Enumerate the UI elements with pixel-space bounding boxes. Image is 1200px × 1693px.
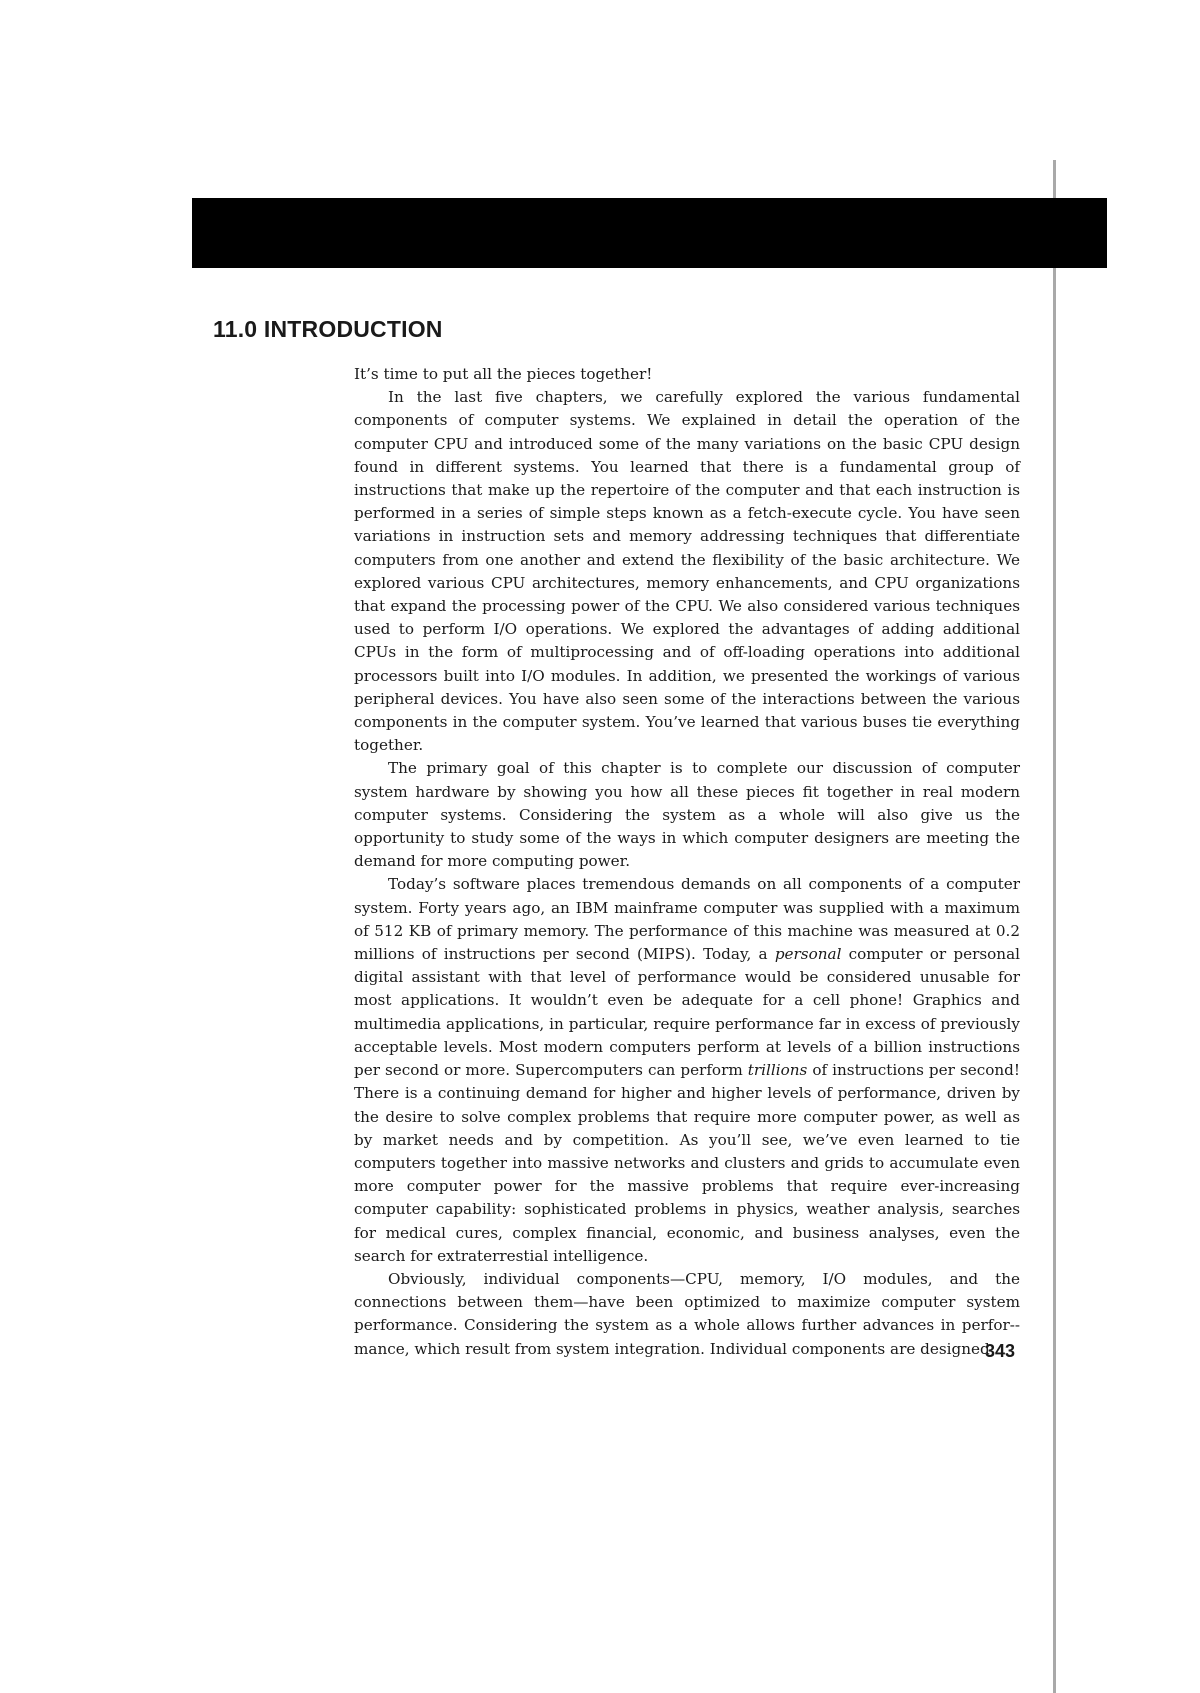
section-title: INTRODUCTION — [263, 316, 443, 342]
paragraph — [354, 873, 1020, 1267]
emphasis-text: personal — [774, 945, 842, 964]
section-heading — [213, 316, 443, 343]
text-segment: of instructions per second! There is a continuing demand for higher and higher levels of performance, driven by the desire to solve complex problems that require more computer power, as well as by market needs and by competition. As you’ll see, we’ve even learned to tie computers together into massive networks and clusters and grids to accumulate even more computer power for the massive problems that require ever-increasing computer capability: sophisticated problems in physics, weather analysis, searches for medical cures, complex financial, economic, and business analyses, even the search for extraterrestial intelligence. — [354, 1061, 1020, 1265]
paragraph — [354, 757, 1020, 873]
paragraph — [354, 1268, 1020, 1361]
section-number: 11.0 — [213, 316, 258, 342]
text-segment: Obviously, individual components—CPU, memory, I/O modules, and the connections between them—have been optimized to maximize computer system performance. Considering the system as a whole allows further advances in perfor-mance, which result from system integration. Individual components are designed — [354, 1269, 1020, 1358]
text-segment: computer or personal digital assistant with that level of performance would be considered unusable for most applications. It wouldn’t even be adequate for a cell phone! Graphics and multimedia applications, in particular, require performance far in excess of previously acceptable levels. Most modern computers perform at levels of a billion instructions per second or more. Supercomputers can perform — [354, 945, 1020, 1080]
page-margin-rule — [1053, 160, 1056, 1693]
text-segment: In the last five chapters, we carefully explored the various fundamental components of computer systems. We explained in detail the operation of the computer CPU and introduced some of the many variations on the basic CPU design found in different systems. You learned that there is a fundamental group of instructions that make up the repertoire of the computer and that each instruction is performed in a series of simple steps known as a fetch-execute cycle. You have seen variations in instruction sets and memory addressing techniques that differentiate computers from one another and extend the flexibility of the basic architecture. We explored various CPU architectures, memory enhancements, and CPU organizations that expand the processing power of the CPU. We also considered various techniques used to perform I/O operations. We explored the advantages of adding additional CPUs in the form of multiprocessing and of off-loading operations into additional processors built into I/O modules. In addition, we presented the workings of various peripheral devices. You have also seen some of the interactions between the various components in the computer system. You’ve learned that various buses tie everything together. — [354, 388, 1020, 755]
chapter-banner — [192, 198, 1107, 268]
paragraph — [354, 363, 1020, 386]
paragraph — [354, 386, 1020, 757]
text-segment: Today’s software places tremendous demands on all components of a computer system. Forty years ago, an IBM mainframe computer was supplied with a maximum of 512 KB of primary memory. The performance of this machine was measured at 0.2 millions of instructions per second (MIPS). Today, a — [354, 875, 1020, 964]
page-number: 343 — [985, 1341, 1016, 1361]
text-segment: It’s time to put all the pieces together! — [354, 365, 653, 383]
emphasis-text: trillions — [747, 1061, 808, 1080]
text-segment: The primary goal of this chapter is to complete our discussion of computer system hardware by showing you how all these pieces fit together in real modern computer systems. Considering the system as a whole will also give us the opportunity to study some of the ways in which computer designers are meeting the demand for more computing power. — [354, 759, 1020, 871]
body-text — [354, 363, 1020, 1361]
